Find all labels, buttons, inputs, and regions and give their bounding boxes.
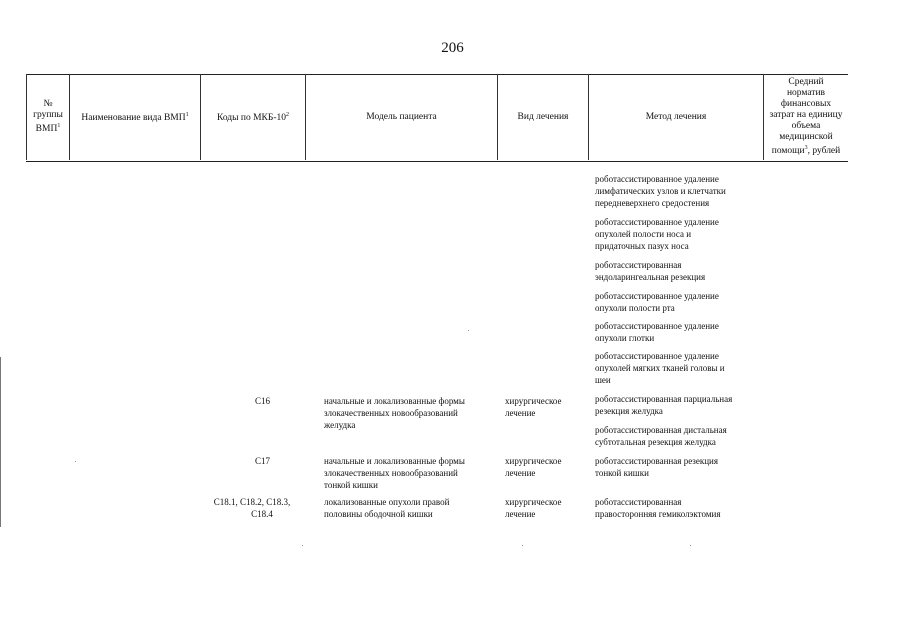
treatment-line: хирургическое [505, 456, 562, 466]
header-text: помощи [771, 146, 805, 157]
header-vmp-name [70, 74, 200, 160]
icd-code-cell [200, 455, 270, 467]
header-text: группы [33, 109, 63, 120]
treatment-line: лечение [505, 468, 536, 478]
model-line: тонкой кишки [324, 480, 378, 490]
header-text: объема [791, 120, 821, 131]
header-text: Коды по МКБ-10 [216, 113, 287, 124]
method-line: роботассистированное удаление [595, 321, 719, 331]
treatment-type-cell [505, 455, 561, 479]
method-line: передневерхнего средостения [595, 198, 710, 208]
method-line: лимфатических узлов и клетчатки [595, 186, 726, 196]
header-text: Вид лечения [517, 111, 569, 122]
method-line: придаточных пазух носа [595, 241, 689, 251]
method-line: шеи [595, 375, 611, 385]
icd-code-cell [200, 496, 304, 520]
method-line: резекция желудка [595, 406, 663, 416]
header-text: затрат на единицу [769, 109, 843, 120]
method-line: роботассистированное удаление [595, 174, 719, 184]
patient-model-cell [324, 496, 449, 520]
method-line: роботассистированная [595, 260, 682, 270]
header-text: , рублей [807, 146, 841, 157]
footnote-mark: 1 [57, 122, 61, 129]
scan-speck [468, 330, 469, 331]
treatment-line: хирургическое [505, 396, 562, 406]
icd-code: C17 [254, 456, 270, 466]
header-text: Средний [788, 76, 824, 87]
method-line: роботассистированная резекция [595, 456, 718, 466]
method-line: роботассистированное удаление [595, 291, 719, 301]
scan-speck [690, 545, 691, 546]
header-group-number [27, 74, 69, 160]
scan-speck [75, 461, 76, 462]
header-text: норматив [786, 87, 826, 98]
header-text: № [43, 98, 53, 109]
model-line: начальные и локализованные формы [324, 396, 465, 406]
header-cost-standard [764, 74, 848, 160]
method-line: опухолей мягких тканей головы и [595, 363, 725, 373]
header-text: Наименование вида ВМП [81, 113, 186, 124]
method-line: опухолей полости носа и [595, 229, 692, 239]
method-entry [595, 320, 719, 344]
treatment-line: лечение [505, 408, 536, 418]
method-line: роботассистированная дистальная [595, 425, 727, 435]
treatment-type-cell [505, 395, 561, 419]
method-line: роботассистированная [595, 497, 682, 507]
header-text: медицинской [779, 131, 833, 142]
method-entry [595, 496, 720, 520]
icd-code: C18.1, C18.2, C18.3, [213, 497, 291, 507]
header-treatment-type [498, 74, 588, 160]
treatment-line: лечение [505, 509, 536, 519]
model-line: половины ободочной кишки [324, 509, 433, 519]
patient-model-cell [324, 395, 465, 431]
method-entry [595, 259, 705, 283]
method-entry [595, 393, 732, 417]
header-patient-model [306, 74, 497, 160]
method-line: роботассистированная парциальная [595, 394, 733, 404]
icd-code: C18.4 [251, 509, 273, 519]
scan-speck [302, 545, 303, 546]
method-line: опухоли полости рта [595, 303, 675, 313]
footnote-mark: 2 [286, 111, 290, 118]
model-line: локализованные опухоли правой [324, 497, 450, 507]
page-number: 206 [441, 40, 464, 56]
method-entry [595, 455, 718, 479]
treatment-line: хирургическое [505, 497, 562, 507]
model-line: начальные и локализованные формы [324, 456, 465, 466]
method-line: правосторонняя гемиколэктомия [595, 509, 721, 519]
scan-margin-line [0, 357, 1, 527]
header-icd-codes [201, 74, 305, 160]
method-line: эндоларингеальная резекция [595, 272, 706, 282]
footnote-mark: 3 [804, 144, 808, 151]
header-text: Модель пациента [366, 111, 437, 122]
method-entry [595, 173, 726, 209]
model-line: злокачественных новообразований [324, 408, 458, 418]
header-text: Метод лечения [645, 111, 707, 122]
model-line: желудка [324, 420, 356, 430]
header-text: финансовых [780, 98, 832, 109]
method-line: опухоли глотки [595, 333, 655, 343]
method-entry [595, 350, 725, 386]
header-treatment-method [589, 74, 763, 160]
method-line: тонкой кишки [595, 468, 649, 478]
method-entry [595, 290, 719, 314]
icd-code-cell [200, 395, 270, 407]
method-line: роботассистированное удаление [595, 351, 719, 361]
patient-model-cell [324, 455, 465, 491]
method-line: роботассистированное удаление [595, 217, 719, 227]
method-entry [595, 216, 719, 252]
scan-speck [522, 545, 523, 546]
method-line: субтотальная резекция желудка [595, 437, 716, 447]
treatment-type-cell [505, 496, 561, 520]
method-entry [595, 424, 727, 448]
model-line: злокачественных новообразований [324, 468, 458, 478]
footnote-mark: 1 [185, 111, 189, 118]
header-text: ВМП [35, 124, 58, 135]
icd-code: C16 [254, 396, 270, 406]
